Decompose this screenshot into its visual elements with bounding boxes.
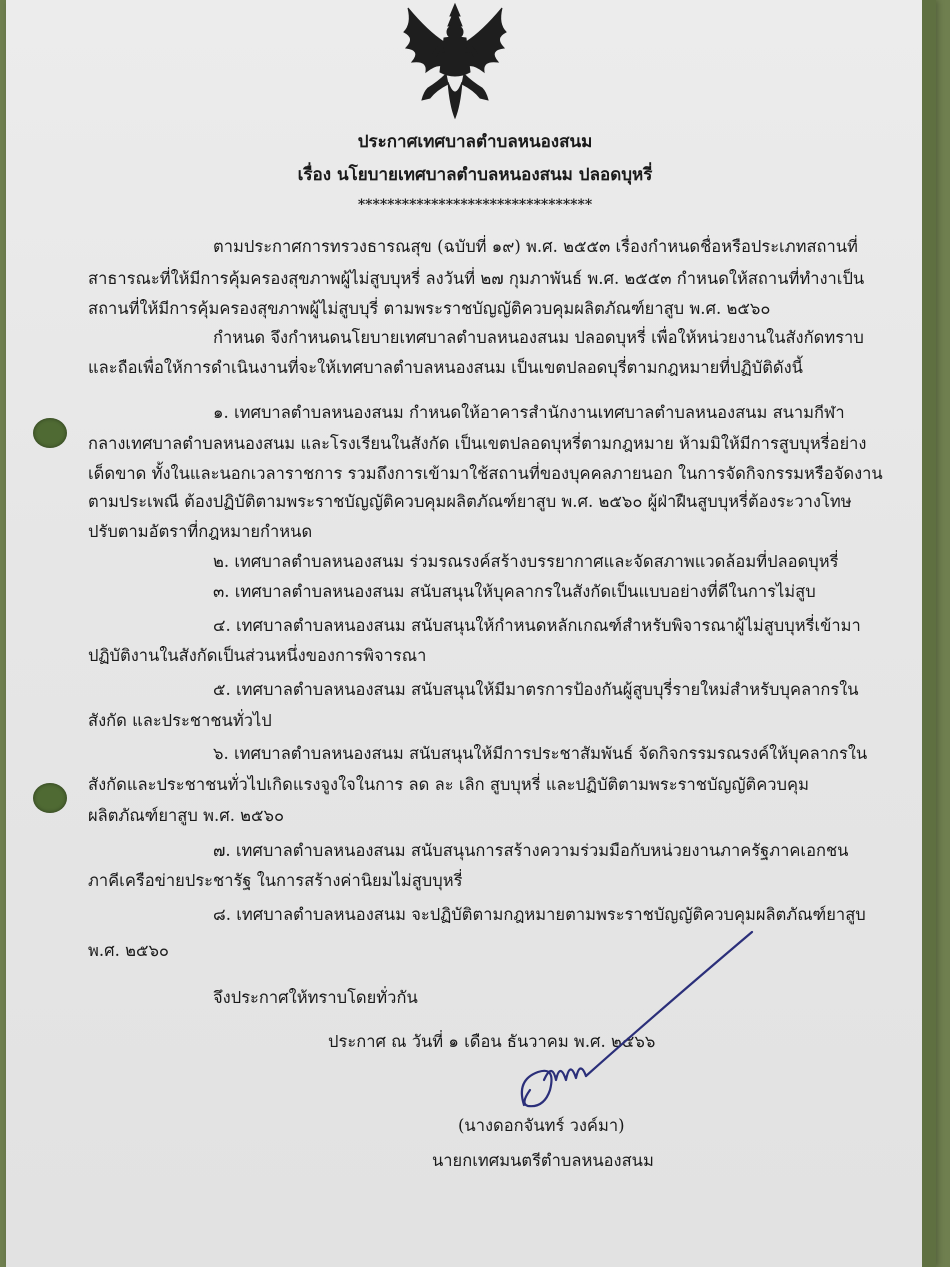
body-line: ภาคีเครือข่ายประชารัฐ ในการสร้างค่านิยมไม่สูบบุหรี่ — [88, 871, 463, 890]
body-line: ผลิตภัณฑ์ยาสูบ พ.ศ. ๒๕๖๐ — [88, 806, 285, 825]
document-title: ประกาศเทศบาลตำบลหนองสนม — [357, 132, 593, 152]
document-subject: เรื่อง นโยบายเทศบาลตำบลหนองสนม ปลอดบุหรี่ — [297, 165, 653, 185]
policy-item-3: ๓. เทศบาลตำบลหนองสนม สนับสนุนให้บุคลากรในสังกัดเป็นแบบอย่างที่ดีในการไม่สูบ — [213, 582, 816, 601]
policy-item-6: ๖. เทศบาลตำบลหนองสนม สนับสนุนให้มีการประชาสัมพันธ์ จัดกิจกรรมรณรงค์ให้บุคลากรใน — [213, 744, 868, 763]
body-line: ปฏิบัติงานในสังกัดเป็นส่วนหนึ่งของการพิจารณา — [88, 646, 427, 665]
separator-line: ******************************** — [357, 197, 593, 213]
punch-hole — [33, 783, 67, 813]
body-line: ตามประกาศการทรวงธารณสุข (ฉบับที่ ๑๙) พ.ศ. ๒๕๕๓ เรื่องกำหนดชื่อหรือประเภทสถานที่ — [213, 237, 858, 256]
announcement-date: ประกาศ ณ วันที่ ๑ เดือน ธันวาคม พ.ศ. ๒๕๖๖ — [328, 1032, 656, 1051]
announcement-closing: จึงประกาศให้ทราบโดยทั่วกัน — [213, 988, 418, 1007]
body-line: กลางเทศบาลตำบลหนองสนม และโรงเรียนในสังกัด เป็นเขตปลอดบุหรี่ตามกฎหมาย ห้ามมิให้มีการสูบบุหรี่อย่าง — [88, 434, 867, 453]
body-line: กำหนด จึงกำหนดนโยบายเทศบาลตำบลหนองสนม ปลอดบุหรี่ เพื่อให้หน่วยงานในสังกัดทราบ — [213, 328, 864, 347]
body-line: เด็ดขาด ทั้งในและนอกเวลาราชการ รวมถึงการเข้ามาใช้สถานที่ของบุคคลภายนอก ในการจัดกิจกรรมหรือจัดงาน — [88, 464, 883, 483]
policy-item-7: ๗. เทศบาลตำบลหนองสนม สนับสนุนการสร้างความร่วมมือกับหน่วยงานภาครัฐภาคเอกชน — [213, 841, 849, 860]
body-line: สังกัดและประชาชนทั่วไปเกิดแรงจูงใจในการ ลด ละ เลิก สูบบุหรี่ และปฏิบัติตามพระราชบัญญัติควบคุม — [88, 775, 809, 794]
background-edge — [922, 0, 936, 1267]
body-line: ปรับตามอัตราที่กฎหมายกำหนด — [88, 522, 313, 541]
garuda-emblem-icon — [398, 2, 512, 120]
policy-item-8: ๘. เทศบาลตำบลหนองสนม จะปฏิบัติตามกฎหมายตามพระราชบัญญัติควบคุมผลิตภัณฑ์ยาสูบ — [213, 905, 866, 924]
body-line: สาธารณะที่ให้มีการคุ้มครองสุขภาพผู้ไม่สูบบุหรี่ ลงวันที่ ๒๗ กุมภาพันธ์ พ.ศ. ๒๕๕๓ กำหนดให้สถานที่ทำงาเป็น — [88, 269, 865, 288]
policy-item-1: ๑. เทศบาลตำบลหนองสนม กำหนดให้อาคารสำนักงานเทศบาลตำบลหนองสนม สนามกีฬา — [213, 403, 845, 422]
body-line: พ.ศ. ๒๕๖๐ — [88, 941, 169, 960]
body-line: สถานที่ให้มีการคุ้มครองสุขภาพผู้ไม่สูบบุรี่ ตามพระราชบัญญัติควบคุมผลิตภัณฑ์ยาสูบ พ.ศ. ๒๕๖๐ — [88, 299, 771, 318]
signer-name: (นางดอกจันทร์ วงค์มา) — [458, 1116, 625, 1135]
signer-title: นายกเทศมนตรีตำบลหนองสนม — [432, 1151, 654, 1170]
policy-item-2: ๒. เทศบาลตำบลหนองสนม ร่วมรณรงค์สร้างบรรยากาศและจัดสภาพแวดล้อมที่ปลอดบุหรี่ — [213, 552, 839, 571]
body-line: และถือเพื่อให้การดำเนินงานที่จะให้เทศบาลตำบลหนองสนม เป็นเขตปลอดบุรี่ตามกฎหมายที่ปฏิบัติดังนี้ — [88, 358, 803, 377]
body-line: สังกัด และประชาชนทั่วไป — [88, 711, 272, 730]
policy-item-5: ๕. เทศบาลตำบลหนองสนม สนับสนุนให้มีมาตรการป้องกันผู้สูบบุรี่รายใหม่สำหรับบุคลากรใน — [213, 680, 859, 699]
punch-hole — [33, 418, 67, 448]
signature-icon — [510, 930, 780, 1120]
body-line: ตามประเพณี ต้องปฏิบัติตามพระราชบัญญัติควบคุมผลิตภัณฑ์ยาสูบ พ.ศ. ๒๕๖๐ ผู้ฝ่าฝืนสูบบุหรี่ต้องระวางโทษ — [88, 492, 852, 511]
policy-item-4: ๔. เทศบาลตำบลหนองสนม สนับสนุนให้กำหนดหลักเกณฑ์สำหรับพิจารณาผู้ไม่สูบบุหรี่เข้ามา — [213, 616, 861, 635]
